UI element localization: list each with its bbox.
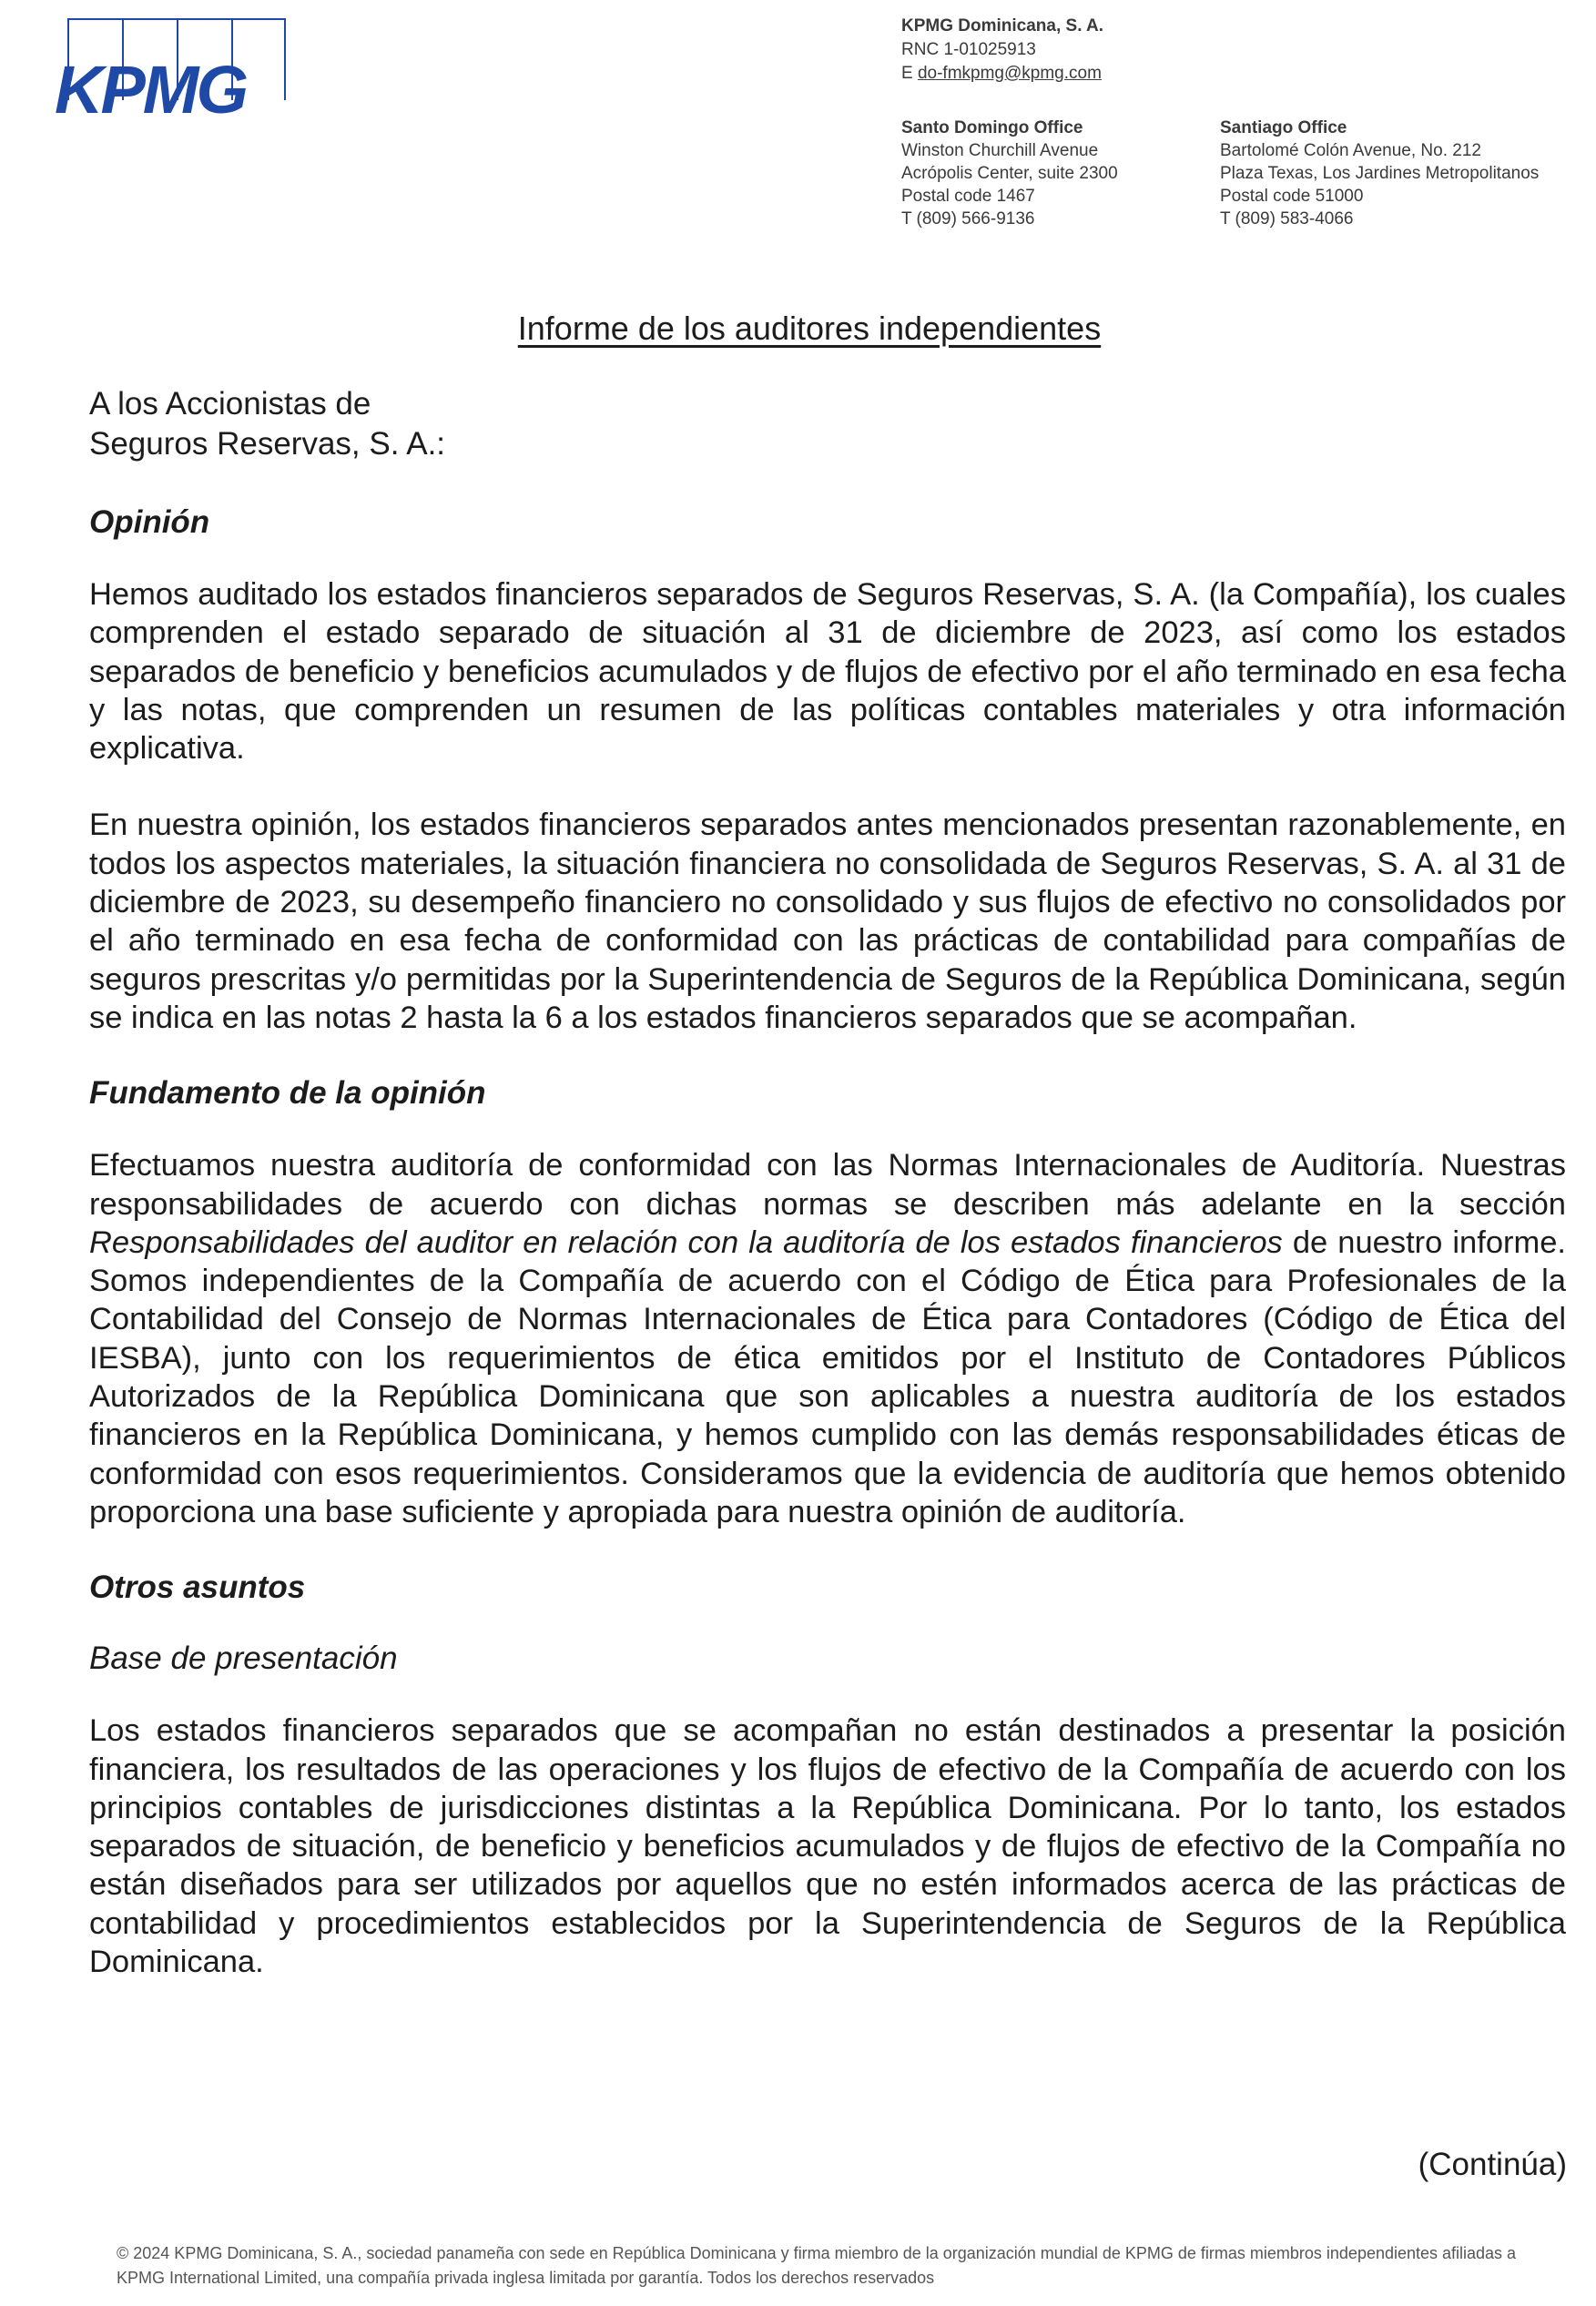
email-prefix: E xyxy=(901,64,918,83)
opinion-heading: Opinión xyxy=(89,504,210,540)
office-santiago xyxy=(1220,117,1539,230)
office-title: Santo Domingo Office xyxy=(901,118,1083,137)
kpmg-logo xyxy=(55,18,291,127)
basis-paragraph xyxy=(89,1146,1566,1531)
copyright-footer: © 2024 KPMG Dominicana, S. A., sociedad panameña con sede en República Dominicana y firma miembro de la organización mundial de KPMG de firmas miembros independientes afiliadas a KPMG International Limited, una compañía privada inglesa limitada por garantía. Todos los derechos reservados xyxy=(117,2244,1517,2287)
basis-italic-reference: Responsabilidades del auditor en relación con la auditoría de los estados financieros xyxy=(89,1224,1283,1260)
office-line: Winston Churchill Avenue xyxy=(901,141,1099,160)
office-line: T (809) 566-9136 xyxy=(901,209,1035,229)
basis-text-2: de nuestro informe. Somos independientes de la Compañía de acuerdo con el Código de Ética para Profesionales de la Contabilidad del Consejo de Normas Internacionales de Ética para Contadores (Código de Ética del IESBA), junto con los requerimientos de ética emitidos por el Instituto de Contadores Públicos Autorizados de la República Dominicana que son aplicables a nuestra auditoría de los estados financieros en la República Dominicana, y hemos cumplido con las demás responsabilidades éticas de conformidad con esos requerimientos. Consideramos que la evidencia de auditoría que hemos obtenido proporciona una base suficiente y apropiada para nuestra opinión de auditoría. xyxy=(89,1224,1567,1529)
opinion-paragraph-2: En nuestra opinión, los estados financieros separados antes mencionados presentan razonablemente, en todos los aspectos materiales, la situación financiera no consolidada de Seguros Reservas, S. A. al 31 de diciembre de 2023, su desempeño financiero no consolidado y sus flujos de efectivo no consolidados por el año terminado en esa fecha de conformidad con las prácticas de contabilidad para compañías de seguros prescritas y/o permitidas por la Superintendencia de Seguros de la República Dominicana, según se indica en las notas 2 hasta la 6 a los estados financieros separados que se acompañan. xyxy=(89,808,1566,1035)
office-line: Postal code 51000 xyxy=(1220,187,1364,206)
firm-email-line xyxy=(901,62,1103,86)
addressee-line: Seguros Reservas, S. A.: xyxy=(89,426,446,462)
basis-heading: Fundamento de la opinión xyxy=(89,1075,486,1112)
report-title: Informe de los auditores independientes xyxy=(517,310,1102,347)
addressee xyxy=(89,384,1566,464)
office-line: Plaza Texas, Los Jardines Metropolitanos xyxy=(1220,164,1540,183)
opinion-paragraph-1: Hemos auditado los estados financieros separados de Seguros Reservas, S. A. (la Compañía), los cuales comprenden el estado separado de situación al 31 de diciembre de 2023, así como los estados separados de beneficio y beneficios acumulados y de flujos de efectivo por el año terminado en esa fecha y las notas, que comprenden un resumen de las políticas contables materiales y otra información explicativa. xyxy=(89,577,1566,767)
office-line: Postal code 1467 xyxy=(901,187,1035,206)
firm-rnc: RNC 1-01025913 xyxy=(901,40,1036,59)
office-line: T (809) 583-4066 xyxy=(1220,209,1354,229)
firm-name: KPMG Dominicana, S. A. xyxy=(901,16,1104,36)
basis-text-1: Efectuamos nuestra auditoría de conformidad con las Normas Internacionales de Auditoría. Nuestras responsabilidades de acuerdo con dichas normas se describen más adelante en la sección xyxy=(89,1148,1566,1222)
report-body xyxy=(89,310,1566,2019)
continued-label: (Continúa) xyxy=(1418,2147,1567,2182)
other-matters-heading: Otros asuntos xyxy=(89,1570,306,1606)
firm-email-link[interactable]: do-fmkpmg@kpmg.com xyxy=(917,64,1102,83)
office-line: Bartolomé Colón Avenue, No. 212 xyxy=(1220,141,1481,160)
presentation-paragraph: Los estados financieros separados que se acompañan no están destinados a presentar la posición financiera, los resultados de las operaciones y los flujos de efectivo de la Compañía de acuerdo con los principios contables de jurisdicciones distintas a la República Dominicana. Por lo tanto, los estados separados de situación, de beneficio y beneficios acumulados y de flujos de efectivo de la Compañía no están diseñados para ser utilizados por aquellos que no estén informados acerca de las prácticas de contabilidad y procedimientos establecidos por la Superintendencia de Seguros de la República Dominicana. xyxy=(89,1713,1566,1980)
firm-info xyxy=(901,15,1103,86)
office-title: Santiago Office xyxy=(1220,118,1347,137)
office-line: Acrópolis Center, suite 2300 xyxy=(901,164,1118,183)
office-santo-domingo xyxy=(901,117,1118,230)
logo-text: KPMG xyxy=(55,52,246,127)
presentation-subheading: Base de presentación xyxy=(89,1641,398,1677)
addressee-line: A los Accionistas de xyxy=(89,386,371,422)
